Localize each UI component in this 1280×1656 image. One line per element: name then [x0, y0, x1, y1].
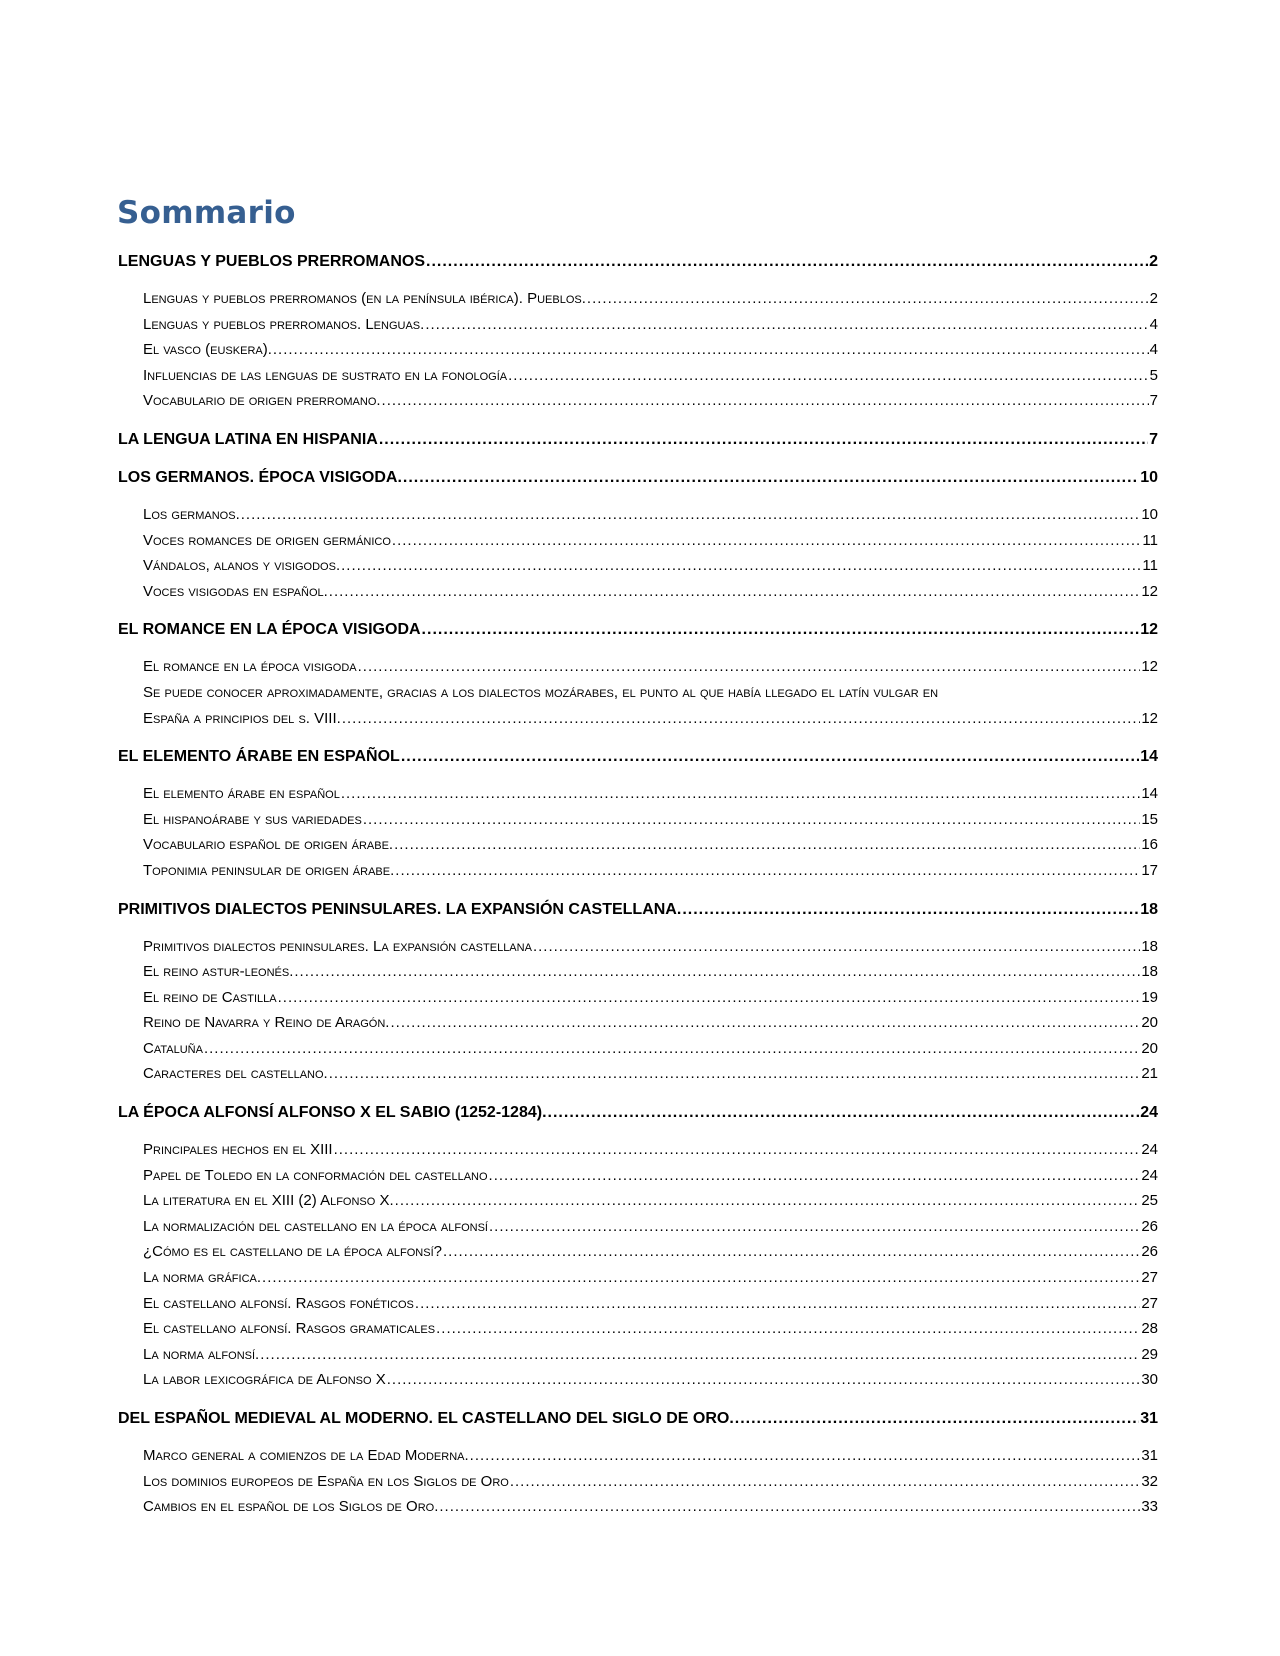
toc-page-number: 18: [1141, 963, 1158, 981]
toc-entry-level2[interactable]: [118, 1061, 1158, 1087]
dot-leader: [426, 250, 1148, 274]
toc-entry-title: ¿Cómo es el castellano de la época alfonsí?: [143, 1243, 442, 1261]
toc-page-number: 25: [1141, 1192, 1158, 1210]
toc-entry-title: Voces romances de origen germánico: [143, 531, 391, 549]
dot-leader: [735, 1407, 1139, 1431]
toc-entry-level1[interactable]: [118, 618, 1158, 642]
toc-page-number: 14: [1140, 748, 1158, 766]
toc-entry-title: Lenguas y pueblos prerromanos. Lenguas.: [143, 315, 425, 333]
toc-entry-level2[interactable]: [118, 312, 1158, 338]
dot-leader: [587, 286, 1149, 312]
toc-page-number: 24: [1140, 1104, 1158, 1122]
toc-entry-title: Lenguas y pueblos prerromanos (en la península ibérica). Pueblos.: [143, 290, 586, 307]
dot-leader: [204, 1036, 1140, 1062]
toc-page-number: 12: [1140, 621, 1158, 639]
toc-entry-level2[interactable]: [118, 528, 1158, 554]
dot-leader: [415, 1291, 1140, 1317]
toc-page-number: 18: [1141, 937, 1158, 955]
toc-entry-title: La normalización del castellano en la época alfonsí: [143, 1217, 488, 1235]
toc-page-number: 26: [1141, 1243, 1158, 1261]
toc-page-number: 7: [1149, 392, 1158, 410]
toc-entry-level2[interactable]: [118, 680, 1158, 731]
dot-leader: [422, 618, 1140, 642]
toc-entry-title: El vasco (euskera).: [143, 341, 272, 359]
toc-page-number: 12: [1141, 658, 1158, 676]
toc-page-number: 4: [1149, 315, 1158, 333]
dot-leader: [401, 745, 1139, 769]
toc-entry-title: Marco general a comienzos de la Edad Moderna.: [143, 1447, 469, 1464]
dot-leader: [394, 832, 1140, 858]
toc-entry-title: PRIMITIVOS DIALECTOS PENINSULARES. LA EXPANSIÓN CASTELLANA.: [118, 900, 682, 918]
toc-entry-level2[interactable]: [118, 1036, 1158, 1062]
toc-entry-level2[interactable]: [118, 985, 1158, 1011]
toc-entry-level2[interactable]: [118, 1010, 1158, 1036]
toc-entry-title: La labor lexicográfica de Alfonso X: [143, 1371, 386, 1389]
toc-entry-level2[interactable]: [118, 654, 1158, 680]
toc-entry-level2[interactable]: [118, 832, 1158, 858]
toc-entry-title: Voces visigodas en español.: [143, 582, 328, 600]
toc-entry-level1[interactable]: [118, 1101, 1158, 1125]
dot-leader: [403, 466, 1139, 490]
dot-leader: [379, 428, 1148, 452]
dot-leader: [533, 934, 1140, 960]
table-of-contents: [118, 250, 1158, 1520]
toc-entry-title: LA LENGUA LATINA EN HISPANIA: [118, 430, 378, 448]
toc-entry-level2[interactable]: [118, 858, 1158, 884]
toc-entry-title: El reino astur-leonés.: [143, 963, 294, 981]
toc-entry-level2[interactable]: [118, 363, 1158, 389]
dot-leader: [387, 1367, 1141, 1393]
toc-page-number: 28: [1141, 1320, 1158, 1338]
toc-entry-title: Vándalos, alanos y visigodos.: [143, 557, 341, 575]
dot-leader: [382, 388, 1149, 414]
dot-leader: [425, 312, 1148, 338]
toc-page-number: 31: [1140, 1410, 1158, 1427]
toc-entry-title: Caracteres del castellano.: [143, 1065, 328, 1083]
toc-entry-title-continued: España a principios del s. VIII.: [143, 709, 341, 727]
toc-entry-title: El castellano alfonsí. Rasgos fonéticos: [143, 1294, 414, 1312]
toc-page-number: 2: [1149, 290, 1158, 307]
dot-leader: [392, 528, 1142, 554]
dot-leader: [443, 1239, 1140, 1265]
toc-entry-title: El castellano alfonsí. Rasgos gramaticales: [143, 1320, 436, 1338]
toc-entry-level1[interactable]: [118, 466, 1158, 490]
dot-leader: [439, 1494, 1140, 1520]
toc-entry-level2[interactable]: [118, 1163, 1158, 1189]
toc-entry-title: Influencias de las lenguas de sustrato en la fonología: [143, 366, 508, 384]
toc-page-number: 19: [1141, 988, 1158, 1006]
toc-entry-level2[interactable]: [118, 553, 1158, 579]
toc-page-number: 10: [1140, 468, 1158, 486]
toc-title: Sommario: [117, 195, 296, 231]
dot-leader: [260, 1342, 1140, 1368]
toc-page-number: 20: [1141, 1014, 1158, 1032]
toc-entry-level2[interactable]: [118, 286, 1158, 312]
toc-entry-title: El hispanoárabe y sus variedades: [143, 810, 362, 828]
toc-entry-title: Principales hechos en el XIII: [143, 1141, 333, 1159]
toc-entry-title: LA ÉPOCA ALFONSÍ ALFONSO X EL SABIO (1252-1284).: [118, 1104, 547, 1122]
toc-page-number: 7: [1149, 430, 1158, 448]
toc-entry-level1[interactable]: [118, 428, 1158, 452]
toc-entry-title: Se puede conocer aproximadamente, gracias a los dialectos mozárabes, el punto al que había llegado el latín vulgar en: [143, 683, 939, 701]
toc-entry-title: EL ROMANCE EN LA ÉPOCA VISIGODA: [118, 621, 421, 639]
dot-leader: [334, 1137, 1141, 1163]
toc-page-number: 12: [1141, 582, 1158, 600]
toc-page-number: 12: [1141, 709, 1158, 727]
toc-page-number: 33: [1141, 1498, 1158, 1516]
toc-entry-level2[interactable]: [118, 1469, 1158, 1495]
toc-entry-level2[interactable]: [118, 1494, 1158, 1520]
toc-page-number: 14: [1141, 785, 1158, 803]
dot-leader: [395, 1188, 1141, 1214]
toc-entry-level2[interactable]: [118, 337, 1158, 363]
toc-page-number: 24: [1141, 1166, 1158, 1184]
toc-entry-title: Toponimia peninsular de origen árabe.: [143, 861, 395, 879]
toc-page-number: 10: [1141, 505, 1158, 523]
toc-page-number: 5: [1149, 366, 1158, 384]
toc-entry-title: El reino de Castilla: [143, 988, 277, 1006]
toc-entry-level2[interactable]: [118, 1239, 1158, 1265]
toc-entry-title: DEL ESPAÑOL MEDIEVAL AL MODERNO. EL CASTELLANO DEL SIGLO DE ORO.: [118, 1410, 734, 1427]
dot-leader: [548, 1101, 1140, 1125]
toc-entry-title: Reino de Navarra y Reino de Aragón.: [143, 1014, 390, 1032]
toc-entry-level1[interactable]: [118, 250, 1158, 274]
toc-entry-title: El elemento árabe en español: [143, 785, 340, 803]
toc-page-number: 18: [1140, 900, 1158, 918]
dot-leader: [329, 1061, 1141, 1087]
toc-page-number: 20: [1141, 1039, 1158, 1057]
toc-page-number: 4: [1149, 341, 1158, 359]
toc-entry-level2[interactable]: [118, 1342, 1158, 1368]
toc-entry-level2[interactable]: [118, 807, 1158, 833]
toc-entry-level2[interactable]: [118, 959, 1158, 985]
dot-leader: [278, 985, 1141, 1011]
toc-entry-title: Cataluña: [143, 1039, 203, 1057]
dot-leader: [358, 654, 1141, 680]
dot-leader: [341, 553, 1141, 579]
toc-page-number: 21: [1141, 1065, 1158, 1083]
toc-entry-level2[interactable]: [118, 1443, 1158, 1469]
toc-entry-title: La norma gráfica.: [143, 1269, 262, 1287]
dot-leader: [395, 858, 1140, 884]
toc-page-number: 27: [1141, 1294, 1158, 1312]
toc-page-number: 29: [1141, 1345, 1158, 1363]
dot-leader: [241, 502, 1141, 528]
toc-entry-title: EL ELEMENTO ÁRABE EN ESPAÑOL: [118, 748, 400, 766]
toc-page-number: 11: [1142, 531, 1158, 549]
toc-entry-level1[interactable]: [118, 898, 1158, 922]
toc-entry-level1[interactable]: [118, 1407, 1158, 1431]
dot-leader: [342, 706, 1141, 732]
dot-leader: [510, 1469, 1140, 1495]
toc-entry-title: Vocabulario de origen prerromano.: [143, 392, 381, 410]
toc-page-number: 11: [1142, 557, 1158, 575]
toc-entry-level2[interactable]: [118, 502, 1158, 528]
toc-page-number: 32: [1141, 1472, 1158, 1490]
toc-page-number: 24: [1141, 1141, 1158, 1159]
toc-entry-title: Vocabulario español de origen árabe.: [143, 836, 394, 854]
toc-entry-title: Cambios en el español de los Siglos de Oro.: [143, 1498, 439, 1516]
toc-entry-level1[interactable]: [118, 745, 1158, 769]
dot-leader: [489, 1163, 1141, 1189]
toc-entry-level2[interactable]: [118, 1137, 1158, 1163]
toc-page-number: 27: [1141, 1269, 1158, 1287]
toc-entry-title: LOS GERMANOS. ÉPOCA VISIGODA.: [118, 468, 402, 486]
toc-entry-level2[interactable]: [118, 579, 1158, 605]
toc-entry-level2[interactable]: [118, 1291, 1158, 1317]
toc-entry-level2[interactable]: [118, 1367, 1158, 1393]
dot-leader: [329, 579, 1141, 605]
toc-entry-title: La literatura en el XIII (2) Alfonso X.: [143, 1192, 394, 1210]
dot-leader: [508, 363, 1149, 389]
toc-entry-title: Primitivos dialectos peninsulares. La expansión castellana: [143, 937, 532, 955]
dot-leader: [489, 1214, 1140, 1240]
toc-entry-title: Los germanos.: [143, 505, 240, 523]
dot-leader: [273, 337, 1149, 363]
toc-entry-title: Papel de Toledo en la conformación del castellano: [143, 1166, 488, 1184]
toc-page-number: 17: [1141, 861, 1158, 879]
toc-page-number: 30: [1141, 1371, 1158, 1389]
toc-entry-level2[interactable]: [118, 1265, 1158, 1291]
dot-leader: [470, 1443, 1141, 1469]
toc-entry-level2[interactable]: [118, 1214, 1158, 1240]
toc-page-number: 2: [1149, 253, 1158, 270]
toc-entry-title: La norma alfonsí.: [143, 1345, 260, 1363]
toc-entry-title: Los dominios europeos de España en los Siglos de Oro: [143, 1472, 509, 1490]
dot-leader: [682, 898, 1139, 922]
dot-leader: [341, 781, 1140, 807]
toc-entry-level2[interactable]: [118, 1188, 1158, 1214]
toc-entry-level2[interactable]: [118, 781, 1158, 807]
dot-leader: [363, 807, 1140, 833]
toc-entry-level2[interactable]: [118, 1316, 1158, 1342]
dot-leader: [436, 1316, 1140, 1342]
dot-leader: [262, 1265, 1140, 1291]
toc-entry-title: LENGUAS Y PUEBLOS PRERROMANOS: [118, 253, 426, 270]
toc-entry-title: El romance en la época visigoda: [143, 658, 357, 676]
toc-entry-level2[interactable]: [118, 388, 1158, 414]
dot-leader: [294, 959, 1140, 985]
dot-leader: [390, 1010, 1140, 1036]
toc-page-number: 15: [1141, 810, 1158, 828]
toc-entry-level2[interactable]: [118, 934, 1158, 960]
toc-page-number: 31: [1141, 1447, 1158, 1464]
toc-page-number: 16: [1141, 836, 1158, 854]
toc-page-number: 26: [1141, 1217, 1158, 1235]
